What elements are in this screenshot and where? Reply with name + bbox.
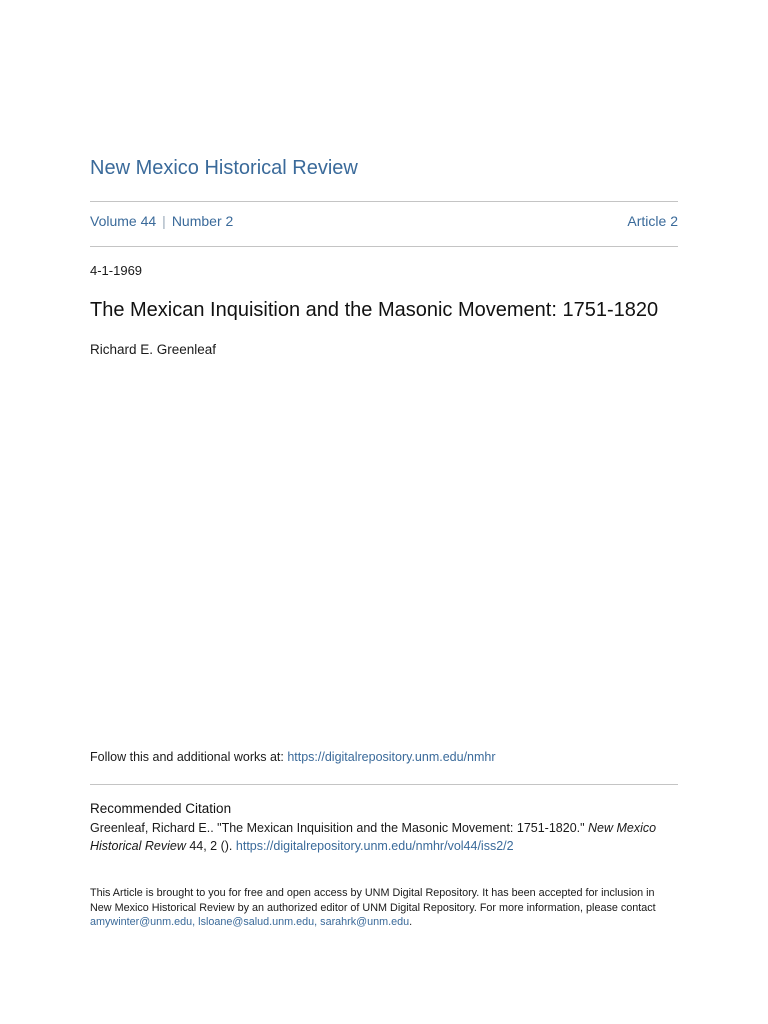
citation-url-link[interactable]: https://digitalrepository.unm.edu/nmhr/vol44/iss2/2	[235, 838, 514, 853]
follow-text: Follow this and additional works at:	[90, 750, 288, 764]
journal-title-link[interactable]: New Mexico Historical Review	[90, 157, 358, 179]
recommended-citation-heading: Recommended Citation	[90, 801, 232, 816]
issue-separator: |	[162, 213, 166, 229]
follow-url-link[interactable]: https://digitalrepository.unm.edu/nmhr	[287, 750, 496, 764]
citation-text	[90, 820, 678, 855]
header-divider-bottom	[90, 246, 678, 247]
header-divider-top	[90, 201, 678, 202]
issue-info-row	[90, 213, 678, 233]
volume-link[interactable]: Volume 44	[90, 213, 157, 229]
access-notice	[90, 886, 678, 930]
article-number-link[interactable]: Article 2	[627, 213, 678, 229]
notice-text: This Article is brought to you for free and open access by UNM Digital Repository. It has been accepted for inclusion in New Mexico Historical Review by an authorized editor of UNM Digital Repository. For more information, please contact	[90, 887, 656, 914]
article-title: The Mexican Inquisition and the Masonic Movement: 1751-1820	[90, 299, 659, 321]
citation-journal: New Mexico Historical Review	[90, 821, 657, 853]
number-link[interactable]: Number 2	[171, 213, 234, 229]
citation-volume-issue: 44, 2 ().	[185, 838, 236, 853]
publication-date: 4-1-1969	[90, 263, 143, 278]
follow-line	[90, 750, 496, 764]
citation-prefix: Greenleaf, Richard E.. "The Mexican Inquisition and the Masonic Movement: 1751-1820."	[90, 821, 589, 835]
citation-divider	[90, 784, 678, 785]
author-name: Richard E. Greenleaf	[90, 342, 217, 357]
cover-page	[90, 0, 678, 1024]
contact-emails-link[interactable]: amywinter@unm.edu, lsloane@salud.unm.edu, sarahrk@unm.edu	[90, 916, 410, 928]
notice-end: .	[409, 916, 413, 928]
